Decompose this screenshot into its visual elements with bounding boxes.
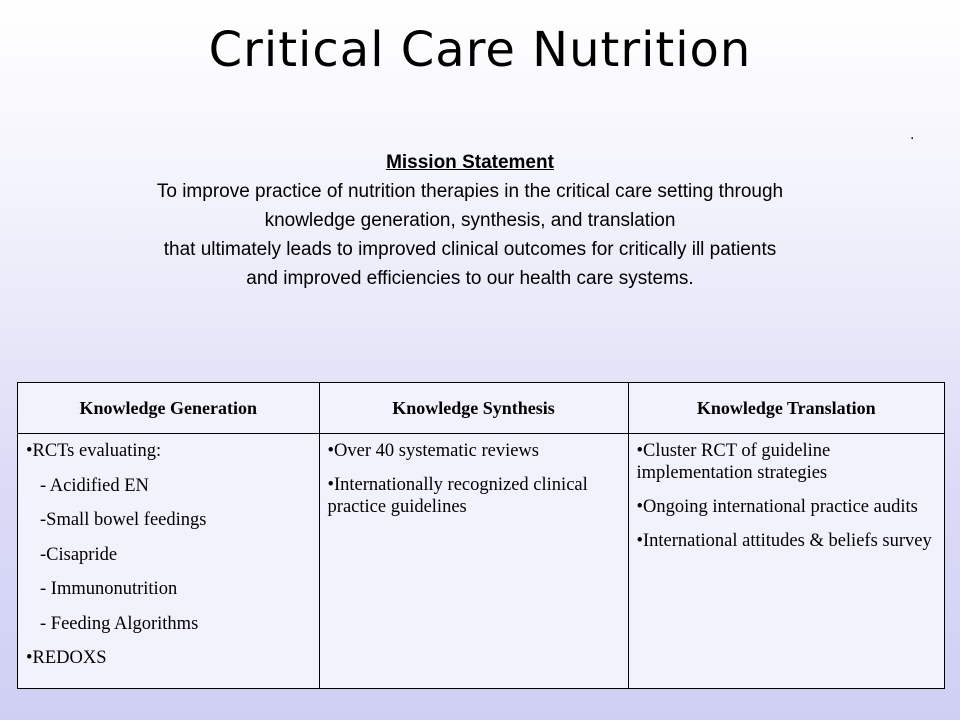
table-row (18, 434, 945, 689)
mission-line: that ultimately leads to improved clinical outcomes for critically ill patients (163, 239, 777, 260)
mission-line: knowledge generation, synthesis, and translation (264, 210, 676, 231)
stray-dot: . (910, 126, 915, 143)
list-item: •Cluster RCT of guideline implementation strategies (636, 441, 831, 483)
mission-line: and improved efficiencies to our health care systems. (246, 268, 694, 289)
list-item: - Immunonutrition (40, 579, 178, 599)
list-item: -Small bowel feedings (40, 510, 207, 530)
header-knowledge-translation: Knowledge Translation (628, 383, 944, 434)
list-item: - Acidified EN (40, 475, 149, 496)
mission-line: To improve practice of nutrition therapies in the critical care setting through (156, 181, 784, 202)
mission-heading: Mission Statement (386, 152, 554, 173)
synthesis-cell (319, 434, 628, 689)
table-header-row (18, 383, 945, 434)
header-knowledge-synthesis: Knowledge Synthesis (319, 383, 628, 434)
list-item: •Ongoing international practice audits (636, 497, 918, 517)
knowledge-table (17, 382, 945, 689)
list-item: •REDOXS (26, 648, 107, 668)
list-item: •Over 40 systematic reviews (327, 441, 539, 461)
slide-title: Critical Care Nutrition (208, 22, 752, 78)
list-item: - Feeding Algorithms (40, 613, 199, 634)
mission-statement (40, 148, 900, 293)
list-item: -Cisapride (40, 544, 118, 565)
header-knowledge-generation: Knowledge Generation (18, 383, 320, 434)
generation-cell (18, 434, 320, 689)
list-item: •Internationally recognized clinical practice guidelines (327, 475, 588, 517)
list-item: •RCTs evaluating: (26, 441, 162, 461)
list-item: •International attitudes & beliefs survey (636, 531, 932, 551)
translation-cell (628, 434, 944, 689)
